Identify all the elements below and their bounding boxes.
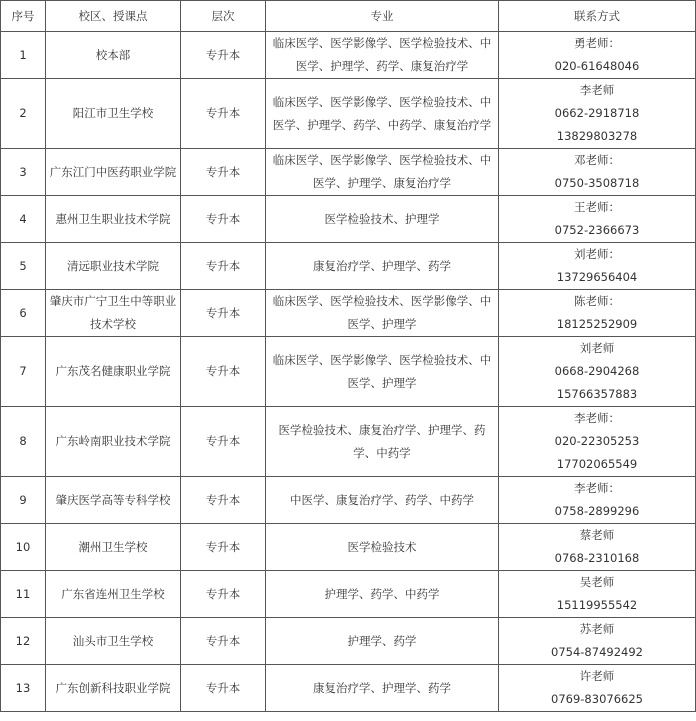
- table-row: [1, 571, 696, 618]
- row-campus: 广东创新科技职业学院: [46, 665, 181, 712]
- row-contact: [499, 618, 696, 665]
- contact-phone: 15119955542: [556, 598, 638, 612]
- row-level: 专升本: [181, 407, 266, 477]
- row-major: 医学检验技术: [266, 524, 499, 571]
- row-major: 临床医学、医学影像学、医学检验技术、中医学、护理学、药学、中药学、康复治疗学: [266, 79, 499, 149]
- row-campus: 阳江市卫生学校: [46, 79, 181, 149]
- contact-phone: 0662-2918718: [554, 106, 640, 120]
- row-major: 中医学、康复治疗学、药学、中药学: [266, 477, 499, 524]
- row-level: 专升本: [181, 243, 266, 290]
- row-major: 医学检验技术、康复治疗学、护理学、药学、中药学: [266, 407, 499, 477]
- row-campus: 惠州卫生职业技术学院: [46, 196, 181, 243]
- row-seq: 8: [1, 407, 46, 477]
- row-seq: 5: [1, 243, 46, 290]
- row-seq: 11: [1, 571, 46, 618]
- row-seq: 12: [1, 618, 46, 665]
- row-seq: 10: [1, 524, 46, 571]
- contact-phone: 15766357883: [556, 387, 638, 401]
- row-level: 专升本: [181, 618, 266, 665]
- row-major: 临床医学、医学影像学、医学检验技术、中医学、护理学: [266, 337, 499, 407]
- row-major: 临床医学、医学影像学、医学检验技术、中医学、护理学、康复治疗学: [266, 149, 499, 196]
- row-major: 康复治疗学、护理学、药学: [266, 665, 499, 712]
- row-level: 专升本: [181, 32, 266, 79]
- row-seq: 13: [1, 665, 46, 712]
- contact-name: 蔡老师: [579, 528, 615, 542]
- contact-name: 李老师：: [574, 411, 620, 425]
- table-row: [1, 79, 696, 149]
- header-major: 专业: [266, 1, 499, 32]
- row-level: 专升本: [181, 477, 266, 524]
- contact-name: 邓老师：: [574, 153, 620, 167]
- row-campus: 广东茂名健康职业学院: [46, 337, 181, 407]
- contact-name: 陈老师：: [574, 294, 620, 308]
- row-major: 护理学、药学: [266, 618, 499, 665]
- row-level: 专升本: [181, 196, 266, 243]
- row-contact: [499, 524, 696, 571]
- row-major: 临床医学、医学检验技术、医学影像学、中医学、护理学: [266, 290, 499, 337]
- contact-name: 王老师：: [574, 200, 620, 214]
- row-major: 护理学、药学、中药学: [266, 571, 499, 618]
- row-level: 专升本: [181, 149, 266, 196]
- contact-name: 吴老师: [579, 575, 615, 589]
- contact-phone: 020-22305253: [554, 434, 640, 448]
- contact-phone: 0668-2904268: [554, 364, 640, 378]
- header-level: 层次: [181, 1, 266, 32]
- row-campus: 肇庆市广宁卫生中等职业技术学校: [46, 290, 181, 337]
- table-row: [1, 32, 696, 79]
- header-contact: 联系方式: [499, 1, 696, 32]
- table-row: [1, 243, 696, 290]
- contact-name: 刘老师：: [574, 247, 620, 261]
- row-contact: [499, 665, 696, 712]
- table-row: [1, 524, 696, 571]
- row-campus: 广东省连州卫生学校: [46, 571, 181, 618]
- contact-phone: 020-61648046: [554, 59, 640, 73]
- row-seq: 6: [1, 290, 46, 337]
- row-seq: 2: [1, 79, 46, 149]
- contact-phone: 0769-83076625: [551, 692, 643, 706]
- table-row: [1, 290, 696, 337]
- row-major: 临床医学、医学影像学、医学检验技术、中医学、护理学、药学、康复治疗学: [266, 32, 499, 79]
- table-row: [1, 665, 696, 712]
- row-level: 专升本: [181, 337, 266, 407]
- contact-name: 李老师：: [574, 481, 620, 495]
- row-contact: [499, 337, 696, 407]
- row-contact: [499, 79, 696, 149]
- table-row: [1, 149, 696, 196]
- row-major: 康复治疗学、护理学、药学: [266, 243, 499, 290]
- contact-phone: 13729656404: [556, 270, 638, 284]
- row-seq: 7: [1, 337, 46, 407]
- contact-phone: 0768-2310168: [554, 551, 640, 565]
- row-major: 医学检验技术、护理学: [266, 196, 499, 243]
- header-campus: 校区、授课点: [46, 1, 181, 32]
- row-campus: 肇庆医学高等专科学校: [46, 477, 181, 524]
- row-seq: 3: [1, 149, 46, 196]
- row-seq: 4: [1, 196, 46, 243]
- contact-name: 刘老师: [579, 341, 615, 355]
- row-level: 专升本: [181, 665, 266, 712]
- contact-name: 苏老师: [579, 622, 615, 636]
- table-body: [1, 32, 696, 712]
- row-campus: 汕头市卫生学校: [46, 618, 181, 665]
- row-contact: [499, 149, 696, 196]
- contact-phone: 0750-3508718: [554, 176, 640, 190]
- row-contact: [499, 243, 696, 290]
- row-contact: [499, 290, 696, 337]
- row-level: 专升本: [181, 524, 266, 571]
- row-contact: [499, 407, 696, 477]
- contact-phone: 0758-2899296: [554, 504, 640, 518]
- row-campus: 校本部: [46, 32, 181, 79]
- contact-phone: 17702065549: [556, 457, 638, 471]
- row-level: 专升本: [181, 290, 266, 337]
- row-campus: 广东岭南职业技术学院: [46, 407, 181, 477]
- row-seq: 9: [1, 477, 46, 524]
- contact-phone: 18125252909: [556, 317, 638, 331]
- contact-phone: 0754-87492492: [551, 645, 643, 659]
- contact-name: 勇老师：: [574, 36, 620, 50]
- contact-name: 李老师: [579, 83, 615, 97]
- row-level: 专升本: [181, 571, 266, 618]
- row-campus: 广东江门中医药职业学院: [46, 149, 181, 196]
- table-row: [1, 337, 696, 407]
- table-row: [1, 477, 696, 524]
- row-contact: [499, 477, 696, 524]
- row-contact: [499, 196, 696, 243]
- contact-name: 许老师: [579, 669, 615, 683]
- row-level: 专升本: [181, 79, 266, 149]
- table-row: [1, 407, 696, 477]
- table-row: [1, 618, 696, 665]
- row-campus: 潮州卫生学校: [46, 524, 181, 571]
- row-contact: [499, 571, 696, 618]
- row-campus: 清远职业技术学院: [46, 243, 181, 290]
- header-row: [1, 1, 696, 32]
- header-seq: 序号: [1, 1, 46, 32]
- row-seq: 1: [1, 32, 46, 79]
- row-contact: [499, 32, 696, 79]
- table-row: [1, 196, 696, 243]
- contact-phone: 0752-2366673: [554, 223, 640, 237]
- contact-phone: 13829803278: [556, 129, 638, 143]
